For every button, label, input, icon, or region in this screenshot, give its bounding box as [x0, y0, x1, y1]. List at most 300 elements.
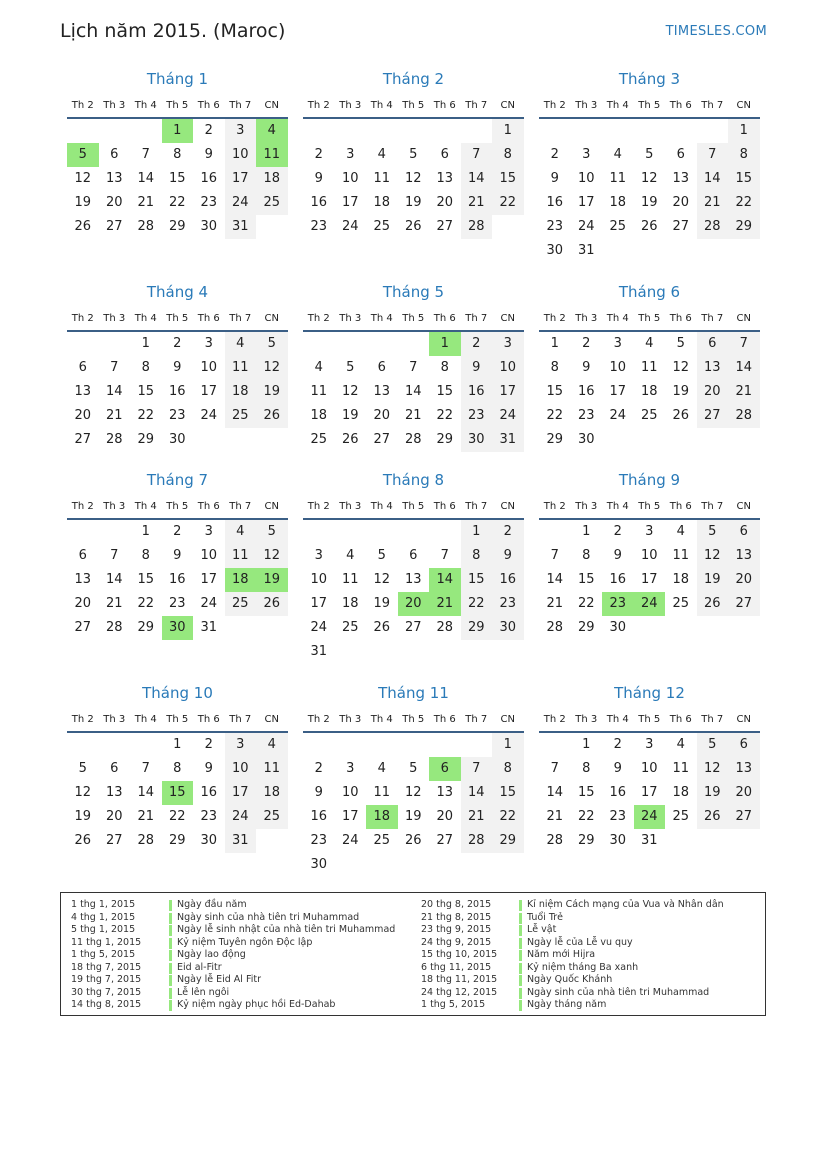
- day-cell: 22: [461, 592, 493, 616]
- day-cell: 6: [440, 147, 449, 162]
- day-cell: 19: [640, 195, 658, 210]
- day-cell: 1: [461, 520, 493, 544]
- day-cell: 24: [200, 408, 218, 423]
- day-cell: 17: [225, 167, 257, 191]
- day-cell: 12: [672, 360, 690, 375]
- month-divider: [539, 117, 760, 119]
- weekday-label: Th 6: [433, 501, 456, 512]
- day-cell: 5: [256, 332, 288, 356]
- legend-holiday-name: Ngày đầu năm: [177, 899, 247, 910]
- weekday-label: Th 7: [701, 100, 724, 111]
- day-cell: 4: [676, 737, 685, 752]
- day-cell: 5: [697, 520, 729, 544]
- month-divider: [303, 731, 524, 733]
- day-cell: 7: [141, 761, 150, 776]
- day-cell: 28: [404, 432, 422, 447]
- day-cell: 18: [373, 195, 391, 210]
- legend-date: 4 thg 1, 2015: [71, 911, 136, 923]
- day-cell: 30: [200, 833, 218, 848]
- weekday-label: Th 6: [669, 501, 692, 512]
- day-cell: 6: [78, 548, 87, 563]
- holiday-day-cell: 24: [634, 592, 666, 616]
- day-cell: 3: [204, 524, 213, 539]
- day-cell: 12: [74, 785, 92, 800]
- day-cell: 2: [613, 524, 622, 539]
- day-cell: 3: [346, 761, 355, 776]
- legend-date: 6 thg 11, 2015: [421, 961, 492, 973]
- day-cell: 11: [225, 544, 257, 568]
- day-cell: 25: [640, 408, 658, 423]
- month-name: Tháng 11: [378, 684, 449, 702]
- holiday-day-cell: 5: [67, 143, 99, 167]
- holiday-marker: [519, 1000, 522, 1011]
- day-cell: 9: [314, 171, 323, 186]
- day-cell: 14: [137, 171, 155, 186]
- holiday-marker: [519, 925, 522, 936]
- day-cell: 19: [256, 380, 288, 404]
- day-cell: 22: [168, 195, 186, 210]
- day-cell: 29: [137, 620, 155, 635]
- weekday-header: [539, 714, 760, 730]
- day-cell: 27: [404, 620, 422, 635]
- weekday-label: Th 7: [701, 313, 724, 324]
- day-cell: 8: [582, 761, 591, 776]
- day-cell: 7: [110, 548, 119, 563]
- weekday-header: [539, 501, 760, 517]
- day-cell: 25: [341, 620, 359, 635]
- day-cell: 16: [546, 195, 564, 210]
- day-cell: 17: [640, 572, 658, 587]
- weekday-label: Th 2: [71, 313, 94, 324]
- day-cell: 8: [492, 757, 524, 781]
- weekday-label: Th 6: [197, 501, 220, 512]
- day-cell: 12: [74, 171, 92, 186]
- holiday-day-cell: 23: [602, 592, 634, 616]
- weekday-label: Th 7: [229, 313, 252, 324]
- day-cell: 13: [105, 785, 123, 800]
- day-cell: 1: [141, 524, 150, 539]
- day-cell: 8: [440, 360, 449, 375]
- day-cell: 29: [168, 833, 186, 848]
- day-cell: 22: [492, 191, 524, 215]
- day-cell: 24: [341, 219, 359, 234]
- day-cell: 14: [461, 167, 493, 191]
- day-cell: 3: [225, 119, 257, 143]
- day-cell: 12: [373, 572, 391, 587]
- weekday-label: CN: [264, 100, 279, 111]
- weekday-label: Th 7: [465, 714, 488, 725]
- legend-holiday-name: Ngày lao động: [177, 949, 246, 960]
- day-cell: 6: [78, 360, 87, 375]
- day-cell: 9: [173, 548, 182, 563]
- day-cell: 2: [550, 147, 559, 162]
- day-cell: 13: [728, 757, 760, 781]
- day-cell: 31: [492, 428, 524, 452]
- holiday-marker: [519, 963, 522, 974]
- weekday-header: [303, 100, 524, 116]
- day-cell: 29: [461, 616, 493, 640]
- day-cell: 7: [461, 757, 493, 781]
- month-name: Tháng 10: [142, 684, 213, 702]
- day-cell: 4: [377, 761, 386, 776]
- day-cell: 25: [609, 219, 627, 234]
- day-cell: 14: [546, 572, 564, 587]
- day-cell: 19: [697, 781, 729, 805]
- day-cell: 21: [461, 191, 493, 215]
- day-cell: 17: [225, 781, 257, 805]
- day-cell: 8: [550, 360, 559, 375]
- day-cell: 30: [461, 428, 493, 452]
- day-cell: 31: [640, 833, 658, 848]
- day-cell: 13: [74, 572, 92, 587]
- day-cell: 15: [546, 384, 564, 399]
- day-cell: 6: [377, 360, 386, 375]
- legend-holiday-name: Ngày tháng năm: [527, 999, 607, 1010]
- day-cell: 11: [341, 572, 359, 587]
- weekday-label: Th 5: [638, 313, 661, 324]
- day-cell: 7: [409, 360, 418, 375]
- weekday-label: Th 2: [543, 714, 566, 725]
- day-cell: 25: [225, 592, 257, 616]
- day-cell: 28: [137, 833, 155, 848]
- day-cell: 2: [613, 737, 622, 752]
- weekday-label: Th 5: [402, 100, 425, 111]
- day-cell: 3: [225, 733, 257, 757]
- day-cell: 7: [550, 548, 559, 563]
- day-cell: 11: [373, 785, 391, 800]
- day-cell: 26: [373, 620, 391, 635]
- day-cell: 12: [404, 785, 422, 800]
- day-cell: 1: [728, 119, 760, 143]
- weekday-label: Th 4: [134, 313, 157, 324]
- day-cell: 16: [609, 572, 627, 587]
- day-cell: 12: [404, 171, 422, 186]
- day-cell: 2: [492, 520, 524, 544]
- holiday-marker: [519, 900, 522, 911]
- day-cell: 22: [137, 408, 155, 423]
- day-cell: 19: [404, 195, 422, 210]
- legend-date: 21 thg 8, 2015: [421, 911, 492, 923]
- weekday-label: CN: [736, 501, 751, 512]
- day-cell: 19: [74, 809, 92, 824]
- day-cell: 12: [640, 171, 658, 186]
- month-name: Tháng 3: [618, 70, 681, 88]
- day-cell: 31: [225, 829, 257, 853]
- day-cell: 22: [728, 191, 760, 215]
- day-cell: 25: [225, 404, 257, 428]
- day-cell: 28: [461, 215, 493, 239]
- day-cell: 6: [697, 332, 729, 356]
- day-cell: 25: [373, 833, 391, 848]
- weekday-label: CN: [500, 100, 515, 111]
- weekday-label: CN: [736, 714, 751, 725]
- day-cell: 15: [492, 167, 524, 191]
- weekday-label: Th 2: [307, 501, 330, 512]
- holiday-day-cell: 30: [162, 616, 194, 640]
- day-cell: 4: [314, 360, 323, 375]
- day-cell: 24: [225, 191, 257, 215]
- legend-holiday-name: Kỉ niệm Cách mạng của Vua và Nhân dân: [527, 899, 724, 910]
- weekday-label: Th 5: [402, 313, 425, 324]
- day-cell: 17: [492, 380, 524, 404]
- day-cell: 10: [341, 171, 359, 186]
- day-cell: 28: [436, 620, 454, 635]
- weekday-label: CN: [500, 313, 515, 324]
- weekday-label: Th 4: [370, 714, 393, 725]
- day-cell: 28: [697, 215, 729, 239]
- day-cell: 5: [676, 336, 685, 351]
- day-cell: 28: [728, 404, 760, 428]
- day-cell: 31: [310, 644, 328, 659]
- day-cell: 29: [577, 620, 595, 635]
- day-cell: 15: [168, 171, 186, 186]
- day-cell: 22: [546, 408, 564, 423]
- day-cell: 27: [697, 404, 729, 428]
- day-cell: 16: [577, 384, 595, 399]
- day-cell: 13: [697, 356, 729, 380]
- weekday-label: Th 6: [197, 714, 220, 725]
- day-cell: 15: [137, 384, 155, 399]
- day-cell: 7: [440, 548, 449, 563]
- day-cell: 25: [256, 191, 288, 215]
- weekday-label: Th 5: [402, 714, 425, 725]
- day-cell: 17: [341, 195, 359, 210]
- holiday-day-cell: 15: [162, 781, 194, 805]
- weekday-label: CN: [736, 313, 751, 324]
- day-cell: 15: [137, 572, 155, 587]
- legend-date: 5 thg 1, 2015: [71, 924, 136, 935]
- weekday-label: Th 7: [229, 501, 252, 512]
- weekday-label: Th 2: [307, 714, 330, 725]
- day-cell: 27: [74, 620, 92, 635]
- day-cell: 4: [225, 520, 257, 544]
- legend-date: 24 thg 12, 2015: [421, 986, 498, 998]
- day-cell: 20: [697, 380, 729, 404]
- day-cell: 29: [168, 219, 186, 234]
- brand-link[interactable]: TIMESLES.COM: [665, 24, 767, 39]
- weekday-header: [539, 313, 760, 329]
- weekday-label: Th 3: [339, 100, 362, 111]
- day-cell: 21: [404, 408, 422, 423]
- day-cell: 12: [697, 757, 729, 781]
- day-cell: 10: [609, 360, 627, 375]
- weekday-label: Th 4: [606, 714, 629, 725]
- day-cell: 27: [728, 805, 760, 829]
- day-cell: 21: [137, 809, 155, 824]
- month-name: Tháng 6: [618, 283, 681, 301]
- holiday-day-cell: 11: [256, 143, 288, 167]
- day-cell: 23: [609, 809, 627, 824]
- weekday-header: [303, 714, 524, 730]
- weekday-header: [67, 313, 288, 329]
- day-cell: 18: [310, 408, 328, 423]
- holiday-day-cell: 4: [256, 119, 288, 143]
- day-cell: 10: [640, 761, 658, 776]
- day-cell: 1: [492, 733, 524, 757]
- day-cell: 23: [546, 219, 564, 234]
- weekday-label: Th 3: [339, 313, 362, 324]
- day-cell: 30: [200, 219, 218, 234]
- legend-holiday-name: Kỷ niệm ngày phục hồi Ed-Dahab: [177, 999, 336, 1010]
- day-cell: 30: [546, 243, 564, 258]
- day-cell: 10: [341, 785, 359, 800]
- day-cell: 4: [256, 733, 288, 757]
- weekday-label: Th 5: [166, 714, 189, 725]
- day-cell: 10: [492, 356, 524, 380]
- legend-holiday-name: Ngày sinh của nhà tiên tri Muhammad: [177, 911, 360, 923]
- holiday-day-cell: 21: [429, 592, 461, 616]
- legend-holiday-name: Ngày sinh của nhà tiên tri Muhammad: [527, 986, 710, 998]
- day-cell: 11: [672, 761, 690, 776]
- legend-holiday-name: Tuổi Trẻ: [527, 911, 564, 923]
- day-cell: 9: [613, 761, 622, 776]
- day-cell: 22: [492, 805, 524, 829]
- weekday-label: Th 5: [638, 501, 661, 512]
- holiday-day-cell: 20: [398, 592, 430, 616]
- day-cell: 14: [697, 167, 729, 191]
- day-cell: 29: [577, 833, 595, 848]
- weekday-label: Th 2: [71, 100, 94, 111]
- day-cell: 18: [609, 195, 627, 210]
- day-cell: 12: [697, 544, 729, 568]
- holiday-day-cell: 6: [429, 757, 461, 781]
- day-cell: 17: [310, 596, 328, 611]
- weekday-label: Th 3: [575, 714, 598, 725]
- day-cell: 14: [105, 572, 123, 587]
- day-cell: 23: [200, 195, 218, 210]
- weekday-label: Th 7: [701, 501, 724, 512]
- day-cell: 3: [582, 147, 591, 162]
- holiday-marker: [519, 913, 522, 924]
- day-cell: 3: [314, 548, 323, 563]
- day-cell: 23: [168, 596, 186, 611]
- day-cell: 25: [672, 596, 690, 611]
- day-cell: 19: [672, 384, 690, 399]
- day-cell: 6: [110, 147, 119, 162]
- day-cell: 21: [697, 191, 729, 215]
- day-cell: 24: [200, 596, 218, 611]
- day-cell: 22: [577, 809, 595, 824]
- holiday-day-cell: 18: [225, 568, 257, 592]
- day-cell: 20: [74, 596, 92, 611]
- legend-date: 24 thg 9, 2015: [421, 936, 492, 948]
- day-cell: 21: [137, 195, 155, 210]
- day-cell: 20: [105, 809, 123, 824]
- day-cell: 14: [137, 785, 155, 800]
- day-cell: 15: [492, 781, 524, 805]
- holiday-marker: [519, 975, 522, 986]
- day-cell: 31: [577, 243, 595, 258]
- month-divider: [303, 117, 524, 119]
- day-cell: 30: [609, 620, 627, 635]
- day-cell: 31: [225, 215, 257, 239]
- day-cell: 9: [204, 761, 213, 776]
- holiday-marker: [519, 988, 522, 999]
- day-cell: 3: [645, 524, 654, 539]
- day-cell: 9: [550, 171, 559, 186]
- day-cell: 24: [492, 404, 524, 428]
- weekday-label: Th 6: [433, 714, 456, 725]
- day-cell: 30: [577, 432, 595, 447]
- day-cell: 6: [110, 761, 119, 776]
- day-cell: 16: [461, 380, 493, 404]
- weekday-label: Th 4: [370, 100, 393, 111]
- day-cell: 14: [546, 785, 564, 800]
- day-cell: 6: [409, 548, 418, 563]
- weekday-label: Th 2: [71, 714, 94, 725]
- day-cell: 28: [546, 833, 564, 848]
- day-cell: 13: [105, 171, 123, 186]
- day-cell: 4: [676, 524, 685, 539]
- day-cell: 22: [168, 809, 186, 824]
- day-cell: 13: [728, 544, 760, 568]
- day-cell: 18: [672, 785, 690, 800]
- holiday-day-cell: 24: [634, 805, 666, 829]
- day-cell: 19: [404, 809, 422, 824]
- day-cell: 6: [728, 733, 760, 757]
- weekday-label: Th 3: [103, 714, 126, 725]
- day-cell: 17: [341, 809, 359, 824]
- weekday-header: [303, 313, 524, 329]
- day-cell: 13: [373, 384, 391, 399]
- day-cell: 26: [697, 592, 729, 616]
- day-cell: 24: [609, 408, 627, 423]
- day-cell: 16: [168, 572, 186, 587]
- legend-date: 14 thg 8, 2015: [71, 999, 142, 1010]
- day-cell: 9: [314, 785, 323, 800]
- day-cell: 15: [461, 568, 493, 592]
- day-cell: 26: [341, 432, 359, 447]
- day-cell: 16: [609, 785, 627, 800]
- day-cell: 20: [74, 408, 92, 423]
- day-cell: 10: [577, 171, 595, 186]
- weekday-label: Th 5: [638, 100, 661, 111]
- day-cell: 26: [640, 219, 658, 234]
- weekday-label: Th 5: [166, 313, 189, 324]
- day-cell: 14: [105, 384, 123, 399]
- weekday-label: Th 4: [606, 100, 629, 111]
- weekday-label: Th 3: [575, 100, 598, 111]
- weekday-label: Th 6: [433, 100, 456, 111]
- day-cell: 13: [436, 171, 454, 186]
- weekday-label: CN: [500, 501, 515, 512]
- day-cell: 20: [373, 408, 391, 423]
- day-cell: 5: [346, 360, 355, 375]
- day-cell: 27: [436, 833, 454, 848]
- weekday-label: CN: [264, 714, 279, 725]
- day-cell: 19: [373, 596, 391, 611]
- day-cell: 21: [461, 805, 493, 829]
- legend-holiday-name: Lễ vật: [527, 924, 557, 935]
- day-cell: 23: [577, 408, 595, 423]
- day-cell: 5: [409, 147, 418, 162]
- day-cell: 4: [645, 336, 654, 351]
- weekday-label: Th 5: [402, 501, 425, 512]
- weekday-label: Th 3: [339, 714, 362, 725]
- day-cell: 3: [346, 147, 355, 162]
- day-cell: 20: [436, 195, 454, 210]
- day-cell: 1: [492, 119, 524, 143]
- month-name: Tháng 9: [618, 471, 681, 489]
- day-cell: 2: [582, 336, 591, 351]
- day-cell: 13: [672, 171, 690, 186]
- day-cell: 12: [341, 384, 359, 399]
- day-cell: 1: [141, 336, 150, 351]
- day-cell: 20: [728, 568, 760, 592]
- legend-date: 23 thg 9, 2015: [421, 924, 492, 935]
- day-cell: 20: [436, 809, 454, 824]
- holiday-marker: [519, 950, 522, 961]
